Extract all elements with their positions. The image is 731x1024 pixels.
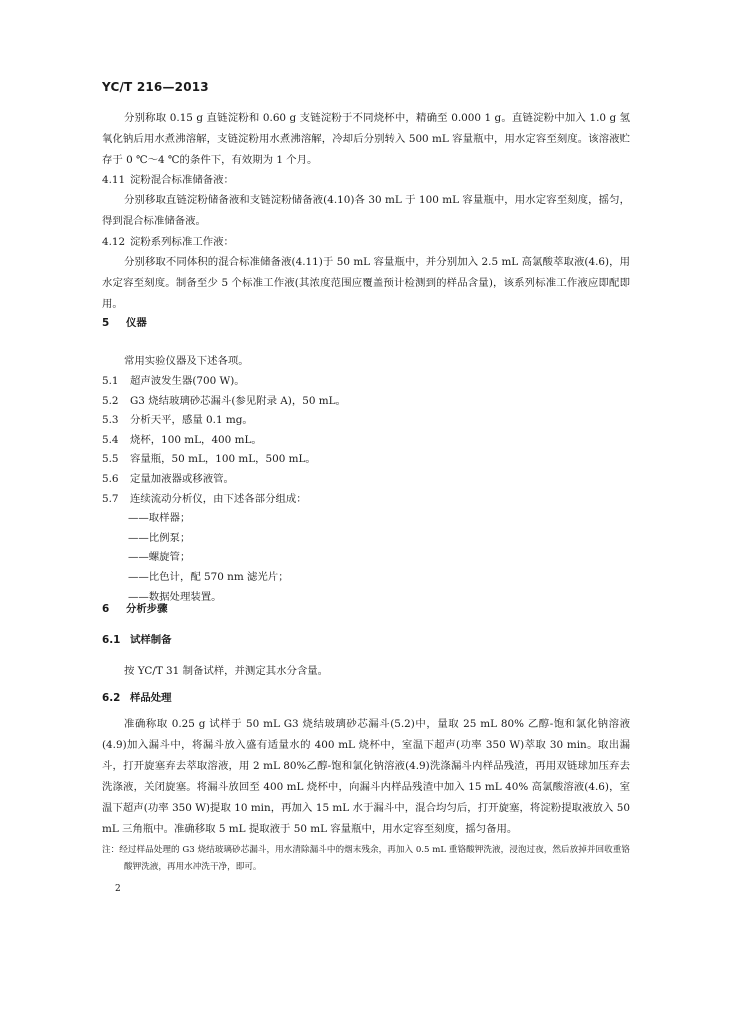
top-paragraph-block [102,108,630,171]
section-number: 4.11 [102,174,126,186]
section-number: 6.1 [102,634,121,646]
section-4-12-body: 分别移取不同体积的混合标准储备液(4.11)于 50 mL 容量瓶中，并分别加入 2.5 mL 高氯酸萃取液(4.6)，用水定容至刻度。制备至少 5 个标准工作液(其浓度范围应覆盖预计检测到的样品含量)，该系列标准工作液应即配即用。 [102,256,630,310]
item-text: 超声波发生器(700 W)。 [130,375,245,387]
item-text: 分析天平，感量 0.1 mg。 [130,414,253,427]
section-title: 淀粉系列标准工作液： [130,236,234,248]
list-item [102,411,630,431]
top-paragraph: 分别称取 0.15 g 直链淀粉和 0.60 g 支链淀粉于不同烧杯中，精确至 0.000 1 g。直链淀粉中加入 1.0 g 氢氧化钠后用水煮沸溶解，支链淀粉用水煮沸溶解，冷却后分别转入 500 mL 容量瓶中，用水定容至刻度。该溶液贮存于 0 ℃～4 ℃的条件下，有效期为 1 个月。 [102,112,630,166]
note [102,842,630,876]
instrument-list [102,372,630,607]
section-6-1-body: 按 YC/T 31 制备试样，并测定其水分含量。 [124,665,329,677]
section-4-12-heading [102,232,630,252]
list-item [102,450,630,470]
item-text: 烧杯，100 mL，400 mL。 [130,433,262,446]
section-6-2-heading [102,688,630,708]
item-number: 5.3 [102,414,119,427]
section-title: 淀粉混合标准储备液： [130,174,234,186]
section-6-2 [102,688,630,876]
note-text: 经过样品处理的 G3 烧结玻璃砂芯漏斗，用水清除漏斗中的烟末残余，再加入 0.5 mL 重铬酸钾洗液，浸泡过夜，然后放掉并回收重铬酸钾洗液，再用水冲洗干净，即可。 [119,845,630,872]
section-title: 仪器 [126,317,147,329]
section-5-heading [102,313,630,333]
section-title: 试样制备 [130,634,172,646]
item-number: 5.1 [102,375,119,387]
section-5 [102,313,630,607]
section-4-11-body: 分别移取直链淀粉储备液和支链淀粉储备液(4.10)各 30 mL 于 100 mL 容量瓶中，用水定容至刻度，摇匀，得到混合标准储备液。 [102,194,630,227]
section-6-2-body: 准确称取 0.25 g 试样于 50 mL G3 烧结玻璃砂芯漏斗(5.2)中，量取 25 mL 80% 乙醇-饱和氯化钠溶液(4.9)加入漏斗中，将漏斗放入盛有适量水的 400 mL 烧杯中，室温下超声(功率 350 W)萃取 30 min。取出漏斗，打开旋塞弃去萃取溶液，用 2 mL 80%乙醇-饱和氯化钠溶液(4.9)洗涤漏斗内样品残渣，再用双链球加压弃去洗涤液，关闭旋塞。将漏斗放回至 400 mL 烧杯中，向漏斗内样品残渣中加入 15 mL 40% 高氯酸溶液(4.6)，室温下超声(功率 350 W)提取 10 min，再加入 15 mL 水于漏斗中，混合均匀后，打开旋塞，将淀粉提取液放入 50 mL 三角瓶中。准确移取 5 mL 提取液于 50 mL 容量瓶中，用水定容至刻度，摇匀备用。 [102,718,630,835]
section-number: 4.12 [102,236,126,248]
item-text: 容量瓶，50 mL，100 mL，500 mL。 [130,453,316,466]
section-number: 6.2 [102,692,121,704]
list-item [102,372,630,392]
sub-list-item: ——取样器； [128,512,191,525]
sub-list-item: ——比色计，配 570 nm 滤光片； [128,570,289,583]
item-number: 5.7 [102,492,119,505]
section-4-11 [102,170,630,232]
item-number: 5.4 [102,433,119,446]
section-6 [102,599,630,619]
page-number: 2 [115,884,121,894]
section-6-1-heading [102,630,630,650]
section-number: 5 [102,317,110,329]
item-text: 定量加液器或移液管。 [130,472,234,485]
item-number: 5.2 [102,394,119,407]
item-text: 连续流动分析仪，由下述各部分组成： [130,492,307,505]
section-5-intro: 常用实验仪器及下述各项。 [124,355,249,367]
item-text: G3 烧结玻璃砂芯漏斗(参见附录 A)，50 mL。 [130,394,346,407]
sub-list-item: ——螺旋管； [128,551,191,564]
section-4-12 [102,232,630,315]
item-number: 5.6 [102,472,119,485]
section-4-11-heading [102,170,630,190]
section-6-heading [102,599,630,619]
list-item [102,431,630,451]
section-number: 6 [102,603,110,615]
list-item [102,392,630,412]
standard-code: YC/T 216—2013 [102,80,209,94]
list-item [102,490,630,510]
list-item [102,470,630,490]
section-title: 样品处理 [130,692,172,704]
sub-list-item: ——比例泵； [128,531,191,544]
note-label: 注： [102,845,120,855]
section-title: 分析步骤 [126,603,168,615]
section-6-1 [102,630,630,682]
sub-list-item: ——数据处理装置。 [128,590,222,603]
item-number: 5.5 [102,453,119,466]
